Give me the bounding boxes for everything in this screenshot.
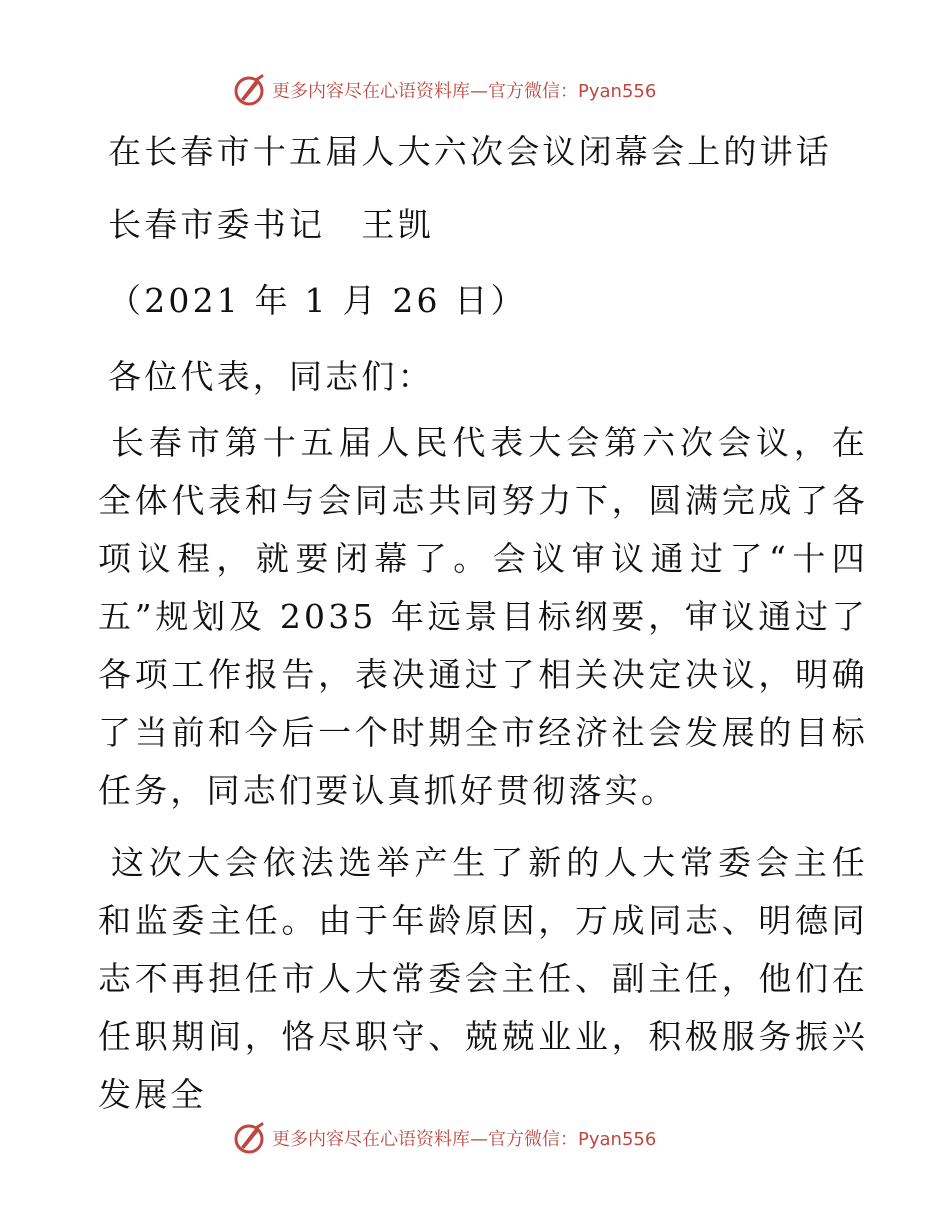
document-date: （2021 年 1 月 26 日）: [108, 281, 527, 320]
pen-nib-circle-icon: [232, 72, 268, 108]
document-author: 长春市委书记 王凯: [108, 205, 434, 244]
watermark-footer: [0, 1118, 950, 1162]
watermark-header: [0, 70, 950, 114]
watermark-text: 更多内容尽在心语资料库—官方微信：Pyan556: [272, 1129, 657, 1150]
pen-nib-circle-icon: [232, 1120, 268, 1156]
watermark-text: 更多内容尽在心语资料库—官方微信：Pyan556: [272, 81, 657, 102]
paragraph-2: 这次大会依法选举产生了新的人大常委会主任和监委主任。由于年龄原因，万成同志、明德同志不再担任市人大常委会主任、副主任，他们在任职期间，恪尽职守、兢兢业业，积极服务振兴发展全: [98, 843, 868, 1114]
document-title: 在长春市十五届人大六次会议闭幕会上的讲话: [108, 132, 832, 171]
document-salutation: 各位代表，同志们：: [108, 357, 434, 396]
paragraph-1: 长春市第十五届人民代表大会第六次会议，在全体代表和与会同志共同努力下，圆满完成了各项议程，就要闭幕了。会议审议通过了“十四五”规划及 2035 年远景目标纲要，审议通过了各项工作报告，表决通过了相关决定决议，明确了当前和今后一个时期全市经济社会发展的目标任务，同志们要认真抓好贯彻落实。: [98, 423, 868, 810]
